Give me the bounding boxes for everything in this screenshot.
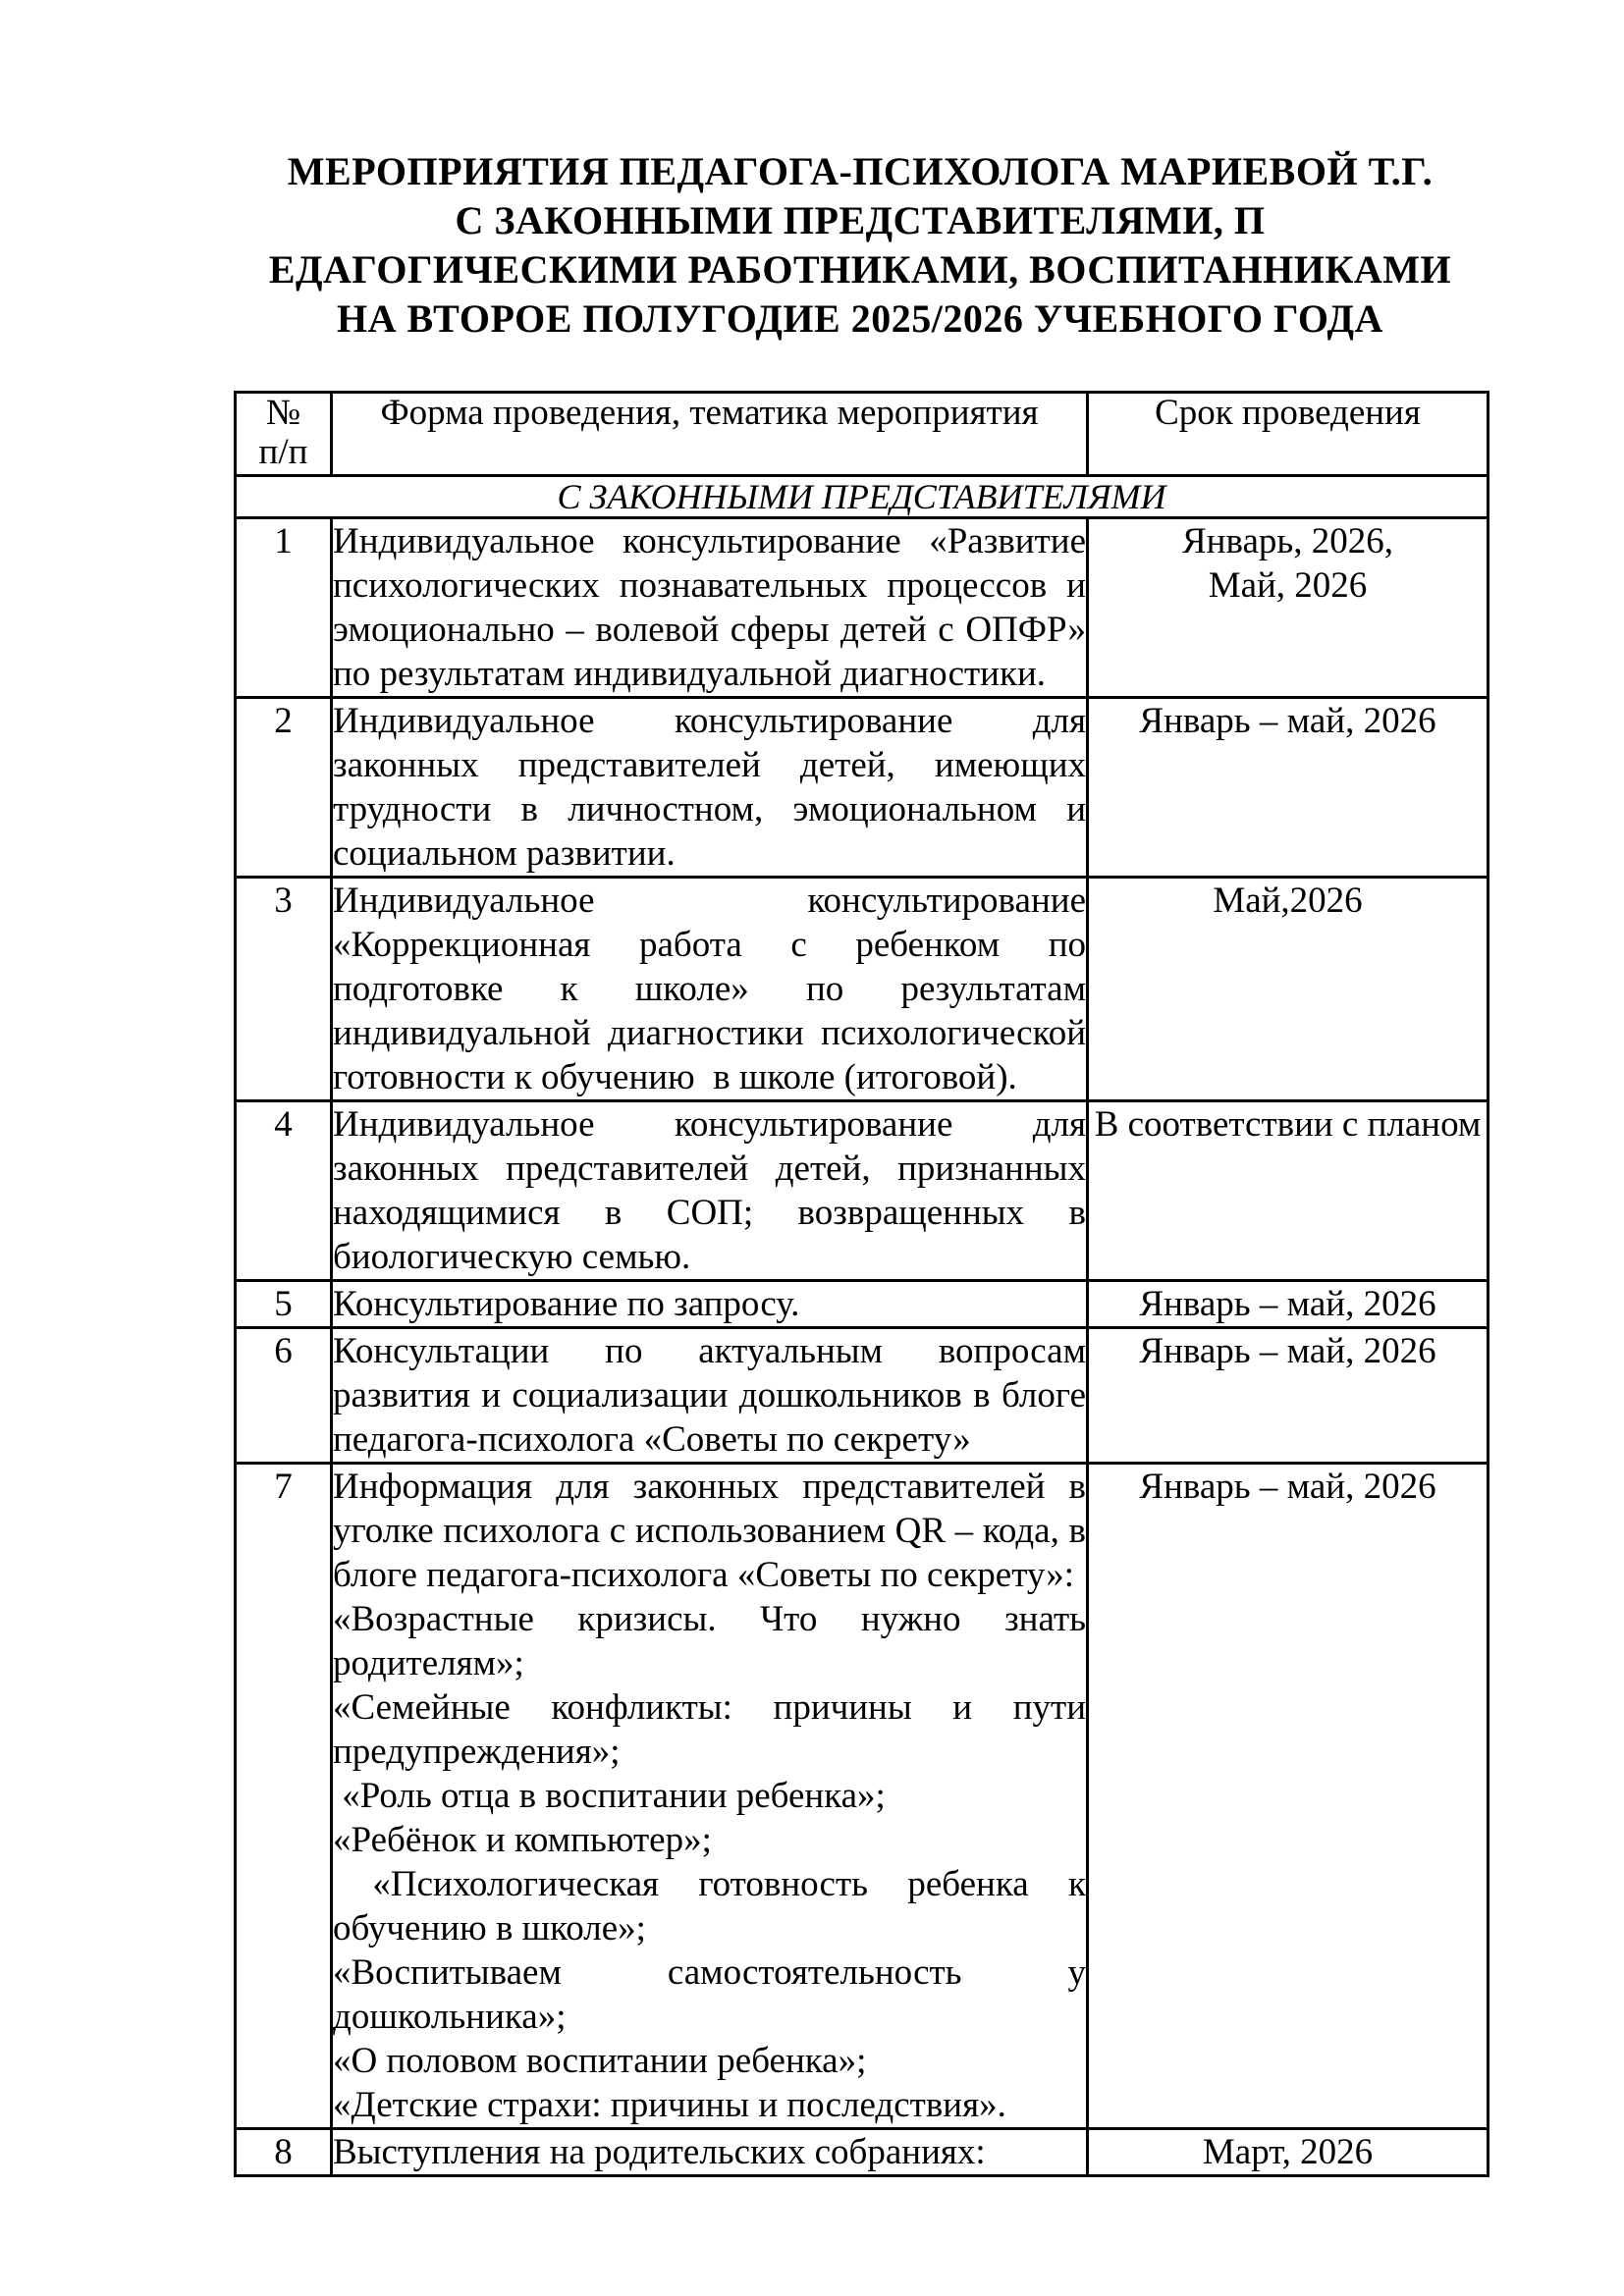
term-line: В соответствии с планом xyxy=(1094,1104,1482,1145)
form-paragraph: «Детские страхи: причины и последствия». xyxy=(333,2085,1006,2125)
term-cell xyxy=(1088,518,1489,698)
form-cell xyxy=(332,2129,1088,2176)
events-table xyxy=(234,391,1489,2177)
section-title: С ЗАКОННЫМИ ПРЕДСТАВИТЕЛЯМИ xyxy=(236,476,1489,518)
term-line: Март, 2026 xyxy=(1202,2132,1374,2172)
row-number: 7 xyxy=(236,1464,332,2129)
form-paragraph: «Семейные конфликты: причины и пути предупреждения»; xyxy=(333,1687,1086,1772)
term-line: Май,2026 xyxy=(1213,881,1363,921)
header-num xyxy=(236,393,332,476)
form-cell xyxy=(332,1328,1088,1464)
table-row xyxy=(236,1281,1489,1328)
form-cell xyxy=(332,878,1088,1101)
form-paragraph: «Роль отца в воспитании ребенка»; xyxy=(333,1776,886,1816)
term-cell xyxy=(1088,1101,1489,1281)
form-cell xyxy=(332,698,1088,878)
form-paragraph: Консультирование по запросу. xyxy=(333,1284,800,1324)
table-row xyxy=(236,878,1489,1101)
form-cell xyxy=(332,1464,1088,2129)
form-cell xyxy=(332,518,1088,698)
form-paragraph: Индивидуальное консультирование для законных представителей детей, имеющих трудности в личностном, эмоциональном и социальном развитии. xyxy=(333,701,1086,874)
title-line-4: НА ВТОРОЕ ПОЛУГОДИЕ 2025/2026 УЧЕБНОГО ГОДА xyxy=(337,296,1383,341)
table-row xyxy=(236,1464,1489,2129)
form-paragraph: Консультации по актуальным вопросам развития и социализации дошкольников в блоге педагога-психолога «Советы по секрету» xyxy=(333,1331,1086,1460)
form-paragraph: «Воспитываем самостоятельность у дошкольника»; xyxy=(333,1952,1086,2037)
title-line-1: МЕРОПРИЯТИЯ ПЕДАГОГА-ПСИХОЛОГА МАРИЕВОЙ Т.Г. xyxy=(287,149,1434,193)
table-row xyxy=(236,698,1489,878)
form-paragraph: «Ребёнок и компьютер»; xyxy=(333,1820,712,1860)
term-cell xyxy=(1088,878,1489,1101)
term-line: Январь – май, 2026 xyxy=(1139,701,1436,741)
section-row xyxy=(236,476,1489,518)
header-num-line2: п/п xyxy=(258,432,308,472)
title-line-2: С ЗАКОННЫМИ ПРЕДСТАВИТЕЛЯМИ, П xyxy=(455,198,1266,242)
row-number: 4 xyxy=(236,1101,332,1281)
header-form: Форма проведения, тематика мероприятия xyxy=(332,393,1088,476)
form-cell xyxy=(332,1101,1088,1281)
table-row xyxy=(236,518,1489,698)
table-row xyxy=(236,1101,1489,1281)
term-line: Май, 2026 xyxy=(1208,565,1368,606)
form-paragraph: Индивидуальное консультирование для законных представителей детей, признанных находящимися в СОП; возвращенных в биологическую семью. xyxy=(333,1104,1086,1277)
page-title xyxy=(234,147,1487,344)
form-paragraph: «О половом воспитании ребенка»; xyxy=(333,2041,867,2081)
term-cell xyxy=(1088,2129,1489,2176)
title-line-3: ЕДАГОГИЧЕСКИМИ РАБОТНИКАМИ, ВОСПИТАННИКАМИ xyxy=(268,247,1452,292)
row-number: 6 xyxy=(236,1328,332,1464)
row-number: 8 xyxy=(236,2129,332,2176)
term-line: Январь, 2026, xyxy=(1181,521,1393,561)
form-paragraph: «Возрастные кризисы. Что нужно знать родителям»; xyxy=(333,1599,1086,1683)
term-cell xyxy=(1088,1464,1489,2129)
document-page xyxy=(234,0,1487,2177)
term-cell xyxy=(1088,1328,1489,1464)
term-cell xyxy=(1088,698,1489,878)
row-number: 3 xyxy=(236,878,332,1101)
table-row xyxy=(236,2129,1489,2176)
form-paragraph: Индивидуальное консультирование «Коррекционная работа с ребенком по подготовке к школе» по результатам индивидуальной диагностики психологической готовности к обучению в школе (итоговой). xyxy=(333,881,1086,1097)
header-num-line1: № xyxy=(265,393,301,433)
table-header-row xyxy=(236,393,1489,476)
term-line: Январь – май, 2026 xyxy=(1139,1331,1436,1371)
table-row xyxy=(236,1328,1489,1464)
form-cell xyxy=(332,1281,1088,1328)
term-line: Январь – май, 2026 xyxy=(1139,1467,1436,1507)
row-number: 5 xyxy=(236,1281,332,1328)
form-paragraph: «Психологическая готовность ребенка к обучению в школе»; xyxy=(333,1864,1086,1949)
form-paragraph: Выступления на родительских собраниях: xyxy=(333,2132,986,2172)
form-paragraph: Информация для законных представителей в уголке психолога с использованием QR – кода, в блоге педагога-психолога «Советы по секрету»: xyxy=(333,1467,1086,1595)
term-line: Январь – май, 2026 xyxy=(1139,1284,1436,1324)
form-paragraph: Индивидуальное консультирование «Развитие психологических познавательных процессов и эмоционально – волевой сферы детей с ОПФР» по результатам индивидуальной диагностики. xyxy=(333,521,1086,694)
header-term: Срок проведения xyxy=(1088,393,1489,476)
term-cell xyxy=(1088,1281,1489,1328)
row-number: 1 xyxy=(236,518,332,698)
row-number: 2 xyxy=(236,698,332,878)
